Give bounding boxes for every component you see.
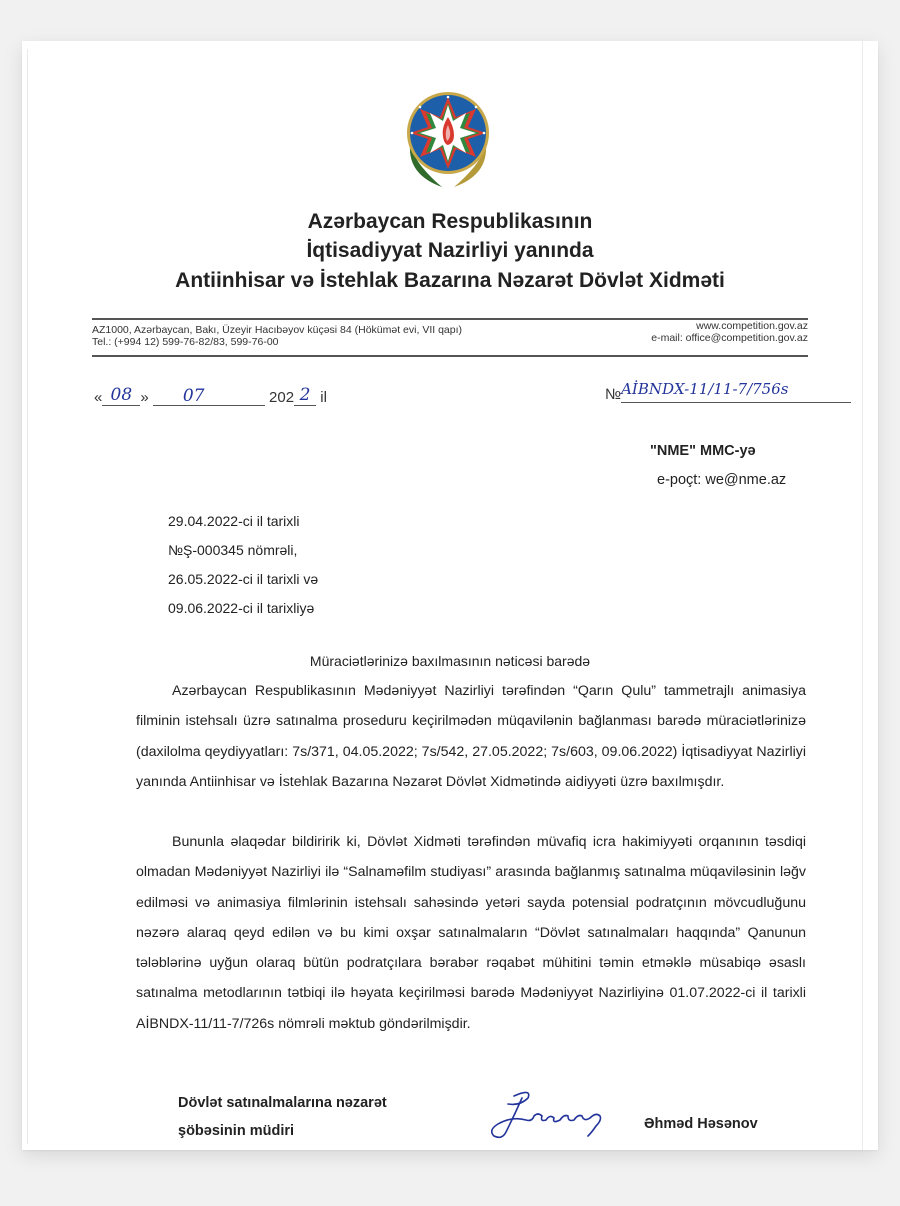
page-edge xyxy=(862,41,863,1150)
number-field xyxy=(621,380,851,403)
date-day-field xyxy=(102,385,140,406)
body-paragraph-1 xyxy=(136,676,806,797)
paragraph-text: Azərbaycan Respublikasının Mədəniyyət Nazirliyi tərəfindən “Qarın Qulu” tammetrajlı animasiya filminin istehsalı üzrə satınalma proseduru keçirilmədən müqavilənin bağlanması barədə müraciətlərinizə (daxilolma qeydiyyatları: 7s/371, 04.05.2022; 7s/542, 27.05.2022; 7s/603, 09.06.2022) İqtisadiyyat Nazirliyi yanında Antiinhisar və İstehlak Bazarına Nəzarət Dövlət Xidmətində aidiyyəti üzrə baxılmışdır. xyxy=(136,683,806,790)
header-divider-bottom xyxy=(92,355,808,357)
signer-name: Əhməd Həsənov xyxy=(644,1116,758,1132)
date-open-quote: « xyxy=(94,389,103,406)
recipient-email: e-poçt: we@nme.az xyxy=(657,472,787,488)
number-value: AİBNDX-11/11-7/756s xyxy=(621,380,789,398)
body-paragraph-2 xyxy=(136,827,806,1039)
org-title-line-3: Antiinhisar və İstehlak Bazarına Nəzarət Dövlət Xidməti xyxy=(175,269,725,292)
date-month-field xyxy=(153,386,265,406)
letter-date xyxy=(94,385,394,409)
letter-subject: Müraciətlərinizə baxılmasının nəticəsi barədə xyxy=(309,653,591,669)
signatory-title xyxy=(178,1089,387,1145)
contact-block-right xyxy=(651,320,808,344)
address-text: AZ1000, Azərbaycan, Bakı, Üzeyir Hacıbəyov küçəsi 84 (Hökümət evi, VII qapı) xyxy=(92,324,463,336)
contact-block-left xyxy=(92,324,462,348)
state-emblem-icon xyxy=(402,83,494,191)
email-link[interactable]: e-mail: office@competition.gov.az xyxy=(651,332,808,344)
signatory-title-line-1: Dövlət satınalmalarına nəzarət xyxy=(178,1095,387,1111)
org-title-line-2: İqtisadiyyat Nazirliyi yanında xyxy=(306,239,594,262)
date-year-prefix: 202 xyxy=(269,389,295,406)
reference-line: 29.04.2022-ci il tarixli xyxy=(168,513,300,529)
number-label: № xyxy=(605,386,622,403)
handwritten-signature-icon xyxy=(484,1086,624,1146)
date-year-label: il xyxy=(320,389,327,406)
org-title-line-1: Azərbaycan Respublikasının xyxy=(307,210,593,233)
date-day: 08 xyxy=(110,385,133,405)
registration-number xyxy=(605,380,865,410)
phone-text: Tel.: (+994 12) 599-76-82/83, 599-76-00 xyxy=(92,336,279,348)
recipient-name: "NME" MMC-yə xyxy=(650,443,756,459)
reference-list xyxy=(168,507,318,623)
reference-line: 09.06.2022-ci il tarixliyə xyxy=(168,600,315,616)
signatory-title-line-2: şöbəsinin müdiri xyxy=(178,1123,295,1139)
letter-page xyxy=(22,41,878,1150)
website-link[interactable]: www.competition.gov.az xyxy=(696,320,808,332)
date-year-suffix: 2 xyxy=(299,385,311,405)
paragraph-text: Bununla əlaqədar bildiririk ki, Dövlət Xidməti tərəfindən müvafiq icra hakimiyyəti orqanının təsdiqi olmadan Mədəniyyət Nazirliyi ilə “Salnaməfilm studiyası” arasında bağlanmış satınalma müqaviləsinin ləğv edilməsi və animasiya filmlərinin istehsalı sahəsində yetəri sayda potensial podratçının mövcudluğunu nəzərə alaraq qeyd edilən və bu kimi oxşar satınalmaların “Dövlət satınalmaları haqqında” Qanunun tələblərinə uyğun olaraq bütün podratçılara bərabər rəqabət mühitini təmin etməklə müsabiqə əsaslı satınalma metodlarının tətbiqi ilə həyata keçirilməsi barədə Mədəniyyət Nazirliyinə 01.07.2022-ci il tarixli AİBNDX-11/11-7/726s nömrəli məktub göndərilmişdir. xyxy=(136,834,806,1032)
date-close-quote: » xyxy=(140,389,149,406)
reference-line: №Ş-000345 nömrəli, xyxy=(168,542,298,558)
date-year-field xyxy=(294,385,316,406)
date-month: 07 xyxy=(182,386,205,406)
reference-line: 26.05.2022-ci il tarixli və xyxy=(168,571,319,587)
